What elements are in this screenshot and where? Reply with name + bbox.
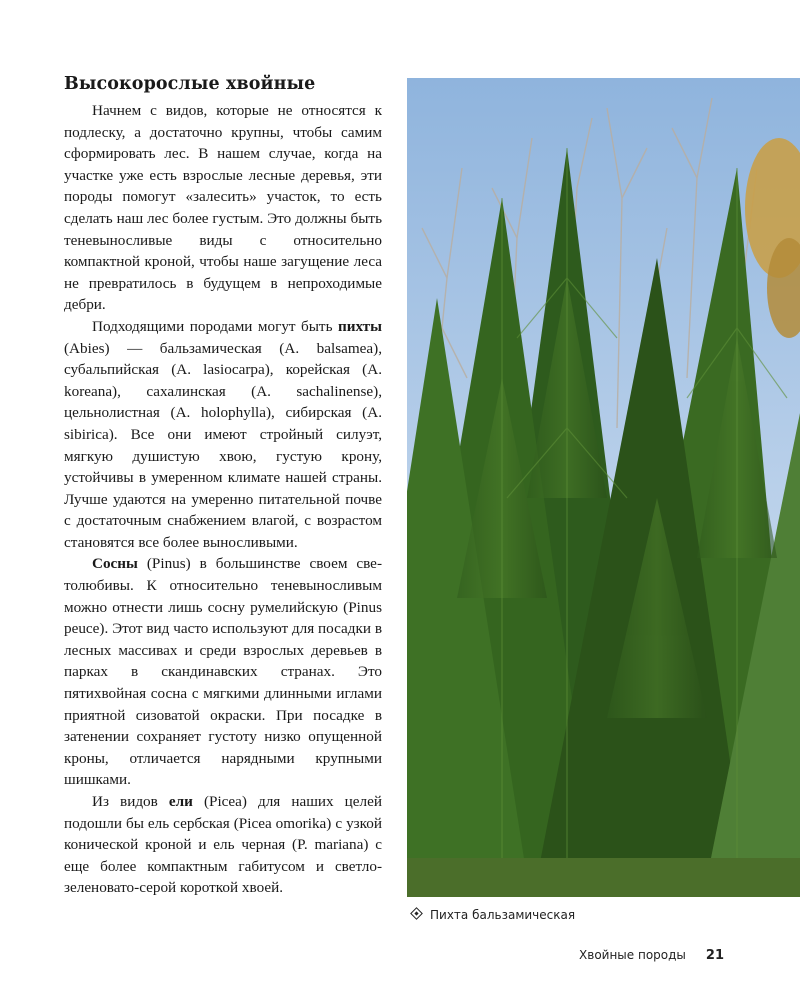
- spruce-text: (Picea) для наших целей подошли бы ель сербская (Picea omorika) с узкой конической кроной и ель черная (P. mariana) с еще более компактным габитусом и светло-зеленовато-серой короткой хвоей.: [64, 793, 382, 897]
- photo-caption: [408, 908, 575, 922]
- pine-text: (Pinus) в большинстве своем светолюбивы. К относительно теневыносливым можно отнести лишь сосну румелийскую (Pinus peuce). Этот вид часто используют для посадки в лесных массивах и среди взрослых деревьев в парках в скандинавских странах. Это пятихвойная сосна с мягкими длинными иглами приятной сизоватой окраски. При посадке в затенении сохраняет густоту низко опущенной кроны, отличается нарядными крупными шишками.: [64, 555, 382, 789]
- caption-text: Пихта бальзамическая: [430, 908, 576, 922]
- fir-tree-illustration: [407, 78, 800, 897]
- spruce-intro: Из видов: [92, 793, 169, 810]
- fir-tree-photo: [407, 78, 800, 897]
- paragraph-intro: Начнем с видов, которые не относятся к подлеску, а достаточно крупны, чтобы самим сформировать лес. В нашем случае, когда на участке уже есть взрослые лесные деревья, эти породы помогут «залесить» участок, то есть сделать наш лес более густым. Это должны быть теневыносливые виды с относительно компактной кроной, чтобы наше загущение леса не превратилось в будущем в непроходимые дебри.: [64, 102, 382, 314]
- paragraph-spruce: [64, 791, 382, 899]
- fir-term: пихты: [337, 317, 382, 335]
- diamond-bullet-icon: [410, 907, 423, 920]
- page-footer: [579, 948, 724, 963]
- paragraph-fir: [64, 316, 382, 554]
- fir-intro: Подходящими породами могут быть: [92, 317, 338, 335]
- text-column: [64, 74, 382, 899]
- section-heading: Высокорослые хвойные: [64, 74, 316, 94]
- paragraph-pine: [64, 553, 382, 791]
- fir-text: (Abies) — бальзамическая (A. balsamea), субальпийская (A. lasiocarpa), корейская (A. koreana), сахалинская (A. sachalinense), цельнолистная (A. holophylla), сибирская (A. sibirica). Все они имеют стройный силуэт, мягкую душистую хвою, густую крону, устойчивы в умеренном климате нашей страны. Лучше удаются на умеренно питательной почве с достаточным снабжением влагой, с возрастом становятся все более выносливыми.: [64, 339, 382, 551]
- page-number: 21: [705, 948, 724, 963]
- spruce-term: ели: [168, 793, 193, 810]
- pine-term: Сосны: [92, 555, 138, 573]
- footer-section-title: Хвойные породы: [579, 948, 686, 962]
